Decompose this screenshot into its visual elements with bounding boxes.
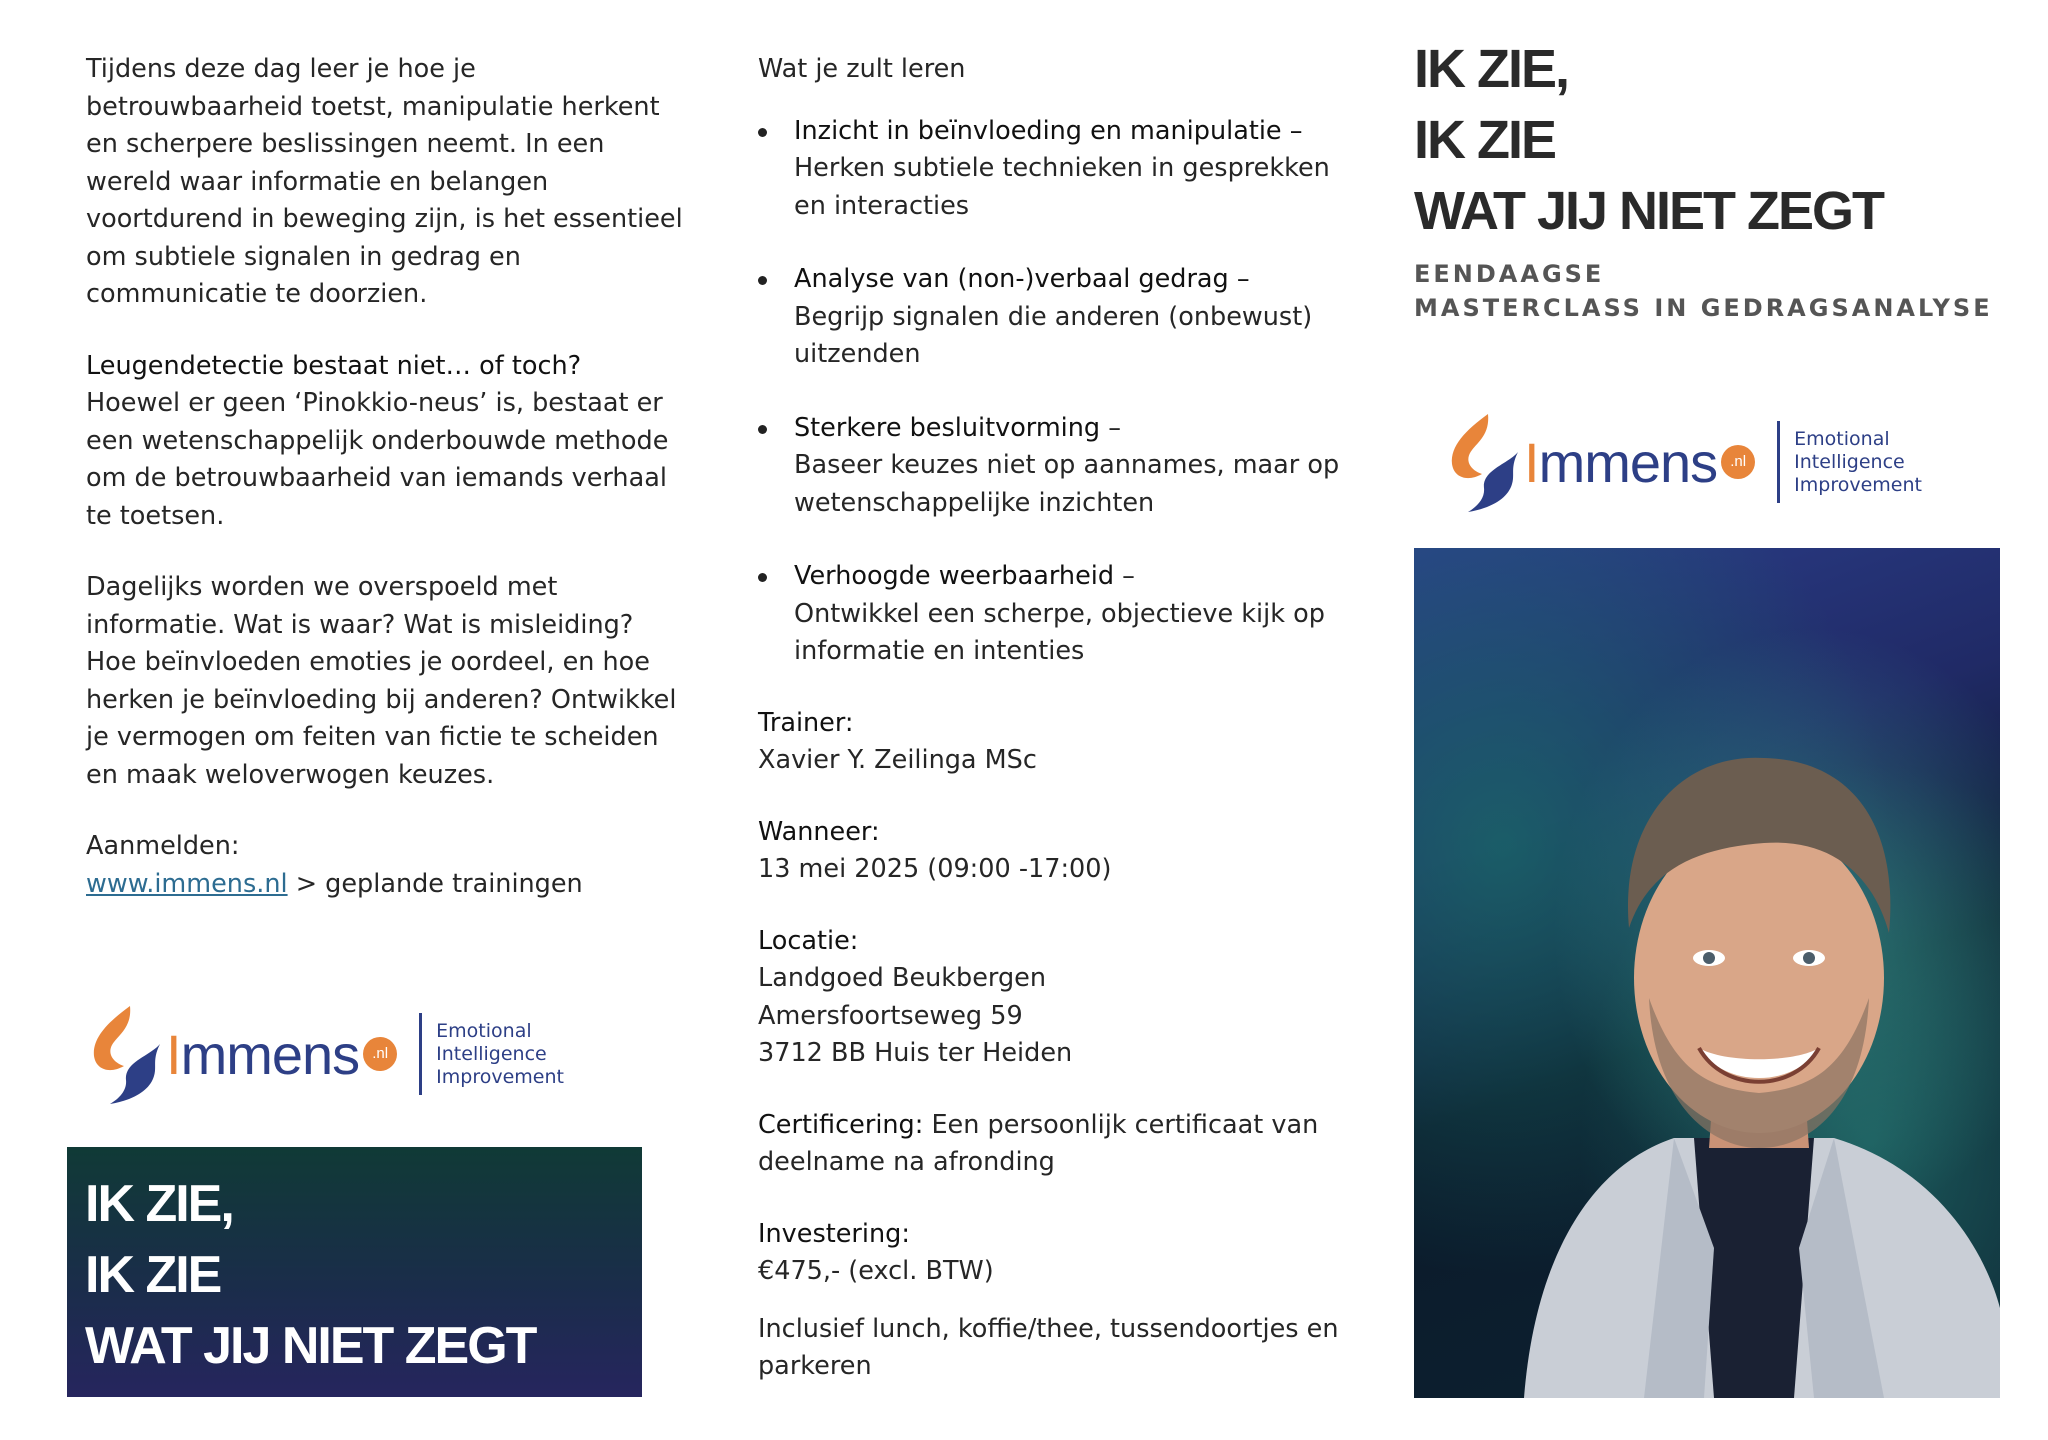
learn-heading: Wat je zult leren [758, 54, 966, 84]
intro-paragraph: Tijdens deze dag leer je hoe je betrouwbaarheid toetst, manipulatie herkent en scherpere beslissingen neemt. In een wereld waar informatie en belangen voortdurend in beweging zijn, is het essentieel om subtiele signalen in gedrag en communicatie te doorzien. [86, 54, 683, 309]
list-item: Inzicht in beïnvloeding en manipulatie – Herken subtiele technieken in gesprekken en interacties [758, 113, 1358, 226]
immens-flame-icon [1448, 412, 1524, 512]
main-title-line1: IK ZIE, [1414, 39, 1569, 99]
investment-label: Investering: [758, 1218, 910, 1249]
certification: Certificering: Een persoonlijk certificaat van deelname na afronding [758, 1109, 1319, 1177]
list-item: Analyse van (non-)verbaal gedrag – Begrijp signalen die anderen (onbewust) uitzenden [758, 261, 1358, 374]
signup-rest: > geplande trainingen [287, 868, 583, 899]
when-label: Wanneer: [758, 816, 880, 847]
lie-detection-heading: Leugendetectie bestaat niet… of toch? [86, 350, 582, 381]
banner-title-line3: WAT JIJ NIET ZEGT [85, 1317, 536, 1375]
dot-nl-badge: .nl [363, 1037, 397, 1071]
banner-title-line2: IK ZIE [85, 1246, 221, 1304]
logo-separator [419, 1013, 422, 1095]
when-value: 13 mei 2025 (09:00 -17:00) [758, 854, 1112, 884]
trainer-portrait-illustration [1414, 548, 2000, 1398]
title-banner [67, 1147, 642, 1397]
immens-website-link[interactable]: www.immens.nl [86, 868, 288, 899]
pinokkio-paragraph: Hoewel er geen ‘Pinokkio-neus’ is, bestaat er een wetenschappelijk onderbouwde methode om de betrouwbaarheid van iemands verhaal te toetsen. [86, 388, 669, 531]
location-label: Locatie: [758, 925, 859, 956]
trainer-photo [1414, 548, 2000, 1398]
main-title-line2: IK ZIE [1414, 110, 1556, 170]
middle-column [758, 51, 1358, 1386]
subtitle-line1: EENDAAGSE [1414, 260, 1605, 288]
learn-list [758, 113, 1358, 671]
right-column [1414, 34, 2004, 325]
main-title-line3: WAT JIJ NIET ZEGT [1414, 181, 1884, 241]
left-column [86, 51, 686, 903]
list-item: Verhoogde weerbaarheid – Ontwikkel een scherpe, objectieve kijk op informatie en intenties [758, 558, 1358, 671]
daily-paragraph: Dagelijks worden we overspoeld met informatie. Wat is waar? Wat is misleiding? Hoe beïnvloeden emoties je oordeel, en hoe herken je beïnvloeding bij anderen? Ontwikkel je vermogen om feiten van fictie te scheiden en maak weloverwogen keuzes. [86, 572, 677, 790]
dot-nl-badge: .nl [1721, 445, 1755, 479]
logo-separator [1777, 421, 1780, 503]
logo-tagline: Emotional Intelligence Improvement [436, 1019, 564, 1088]
immens-wordmark: Immens [1524, 430, 1718, 494]
location-line2: Amersfoortseweg 59 [758, 1000, 1023, 1031]
immens-logo-right [1448, 412, 1922, 512]
logo-tagline: Emotional Intelligence Improvement [1794, 427, 1922, 496]
subtitle-line2: MASTERCLASS IN GEDRAGSANALYSE [1414, 294, 1993, 322]
location-line1: Landgoed Beukbergen [758, 963, 1047, 993]
immens-wordmark: Immens [166, 1022, 360, 1086]
trainer-value: Xavier Y. Zeilinga MSc [758, 745, 1037, 775]
location-line3: 3712 BB Huis ter Heiden [758, 1038, 1073, 1068]
trainer-label: Trainer: [758, 707, 854, 738]
immens-flame-icon [90, 1004, 166, 1104]
banner-title-line1: IK ZIE, [85, 1175, 233, 1233]
signup-line [86, 866, 686, 904]
list-item: Sterkere besluitvorming – Baseer keuzes niet op aannames, maar op wetenschappelijke inzichten [758, 410, 1358, 523]
inclusive-note: Inclusief lunch, koffie/thee, tussendoortjes en parkeren [758, 1313, 1339, 1381]
signup-label: Aanmelden: [86, 831, 240, 861]
investment-value: €475,- (excl. BTW) [758, 1256, 994, 1286]
immens-logo-left [90, 1004, 564, 1104]
